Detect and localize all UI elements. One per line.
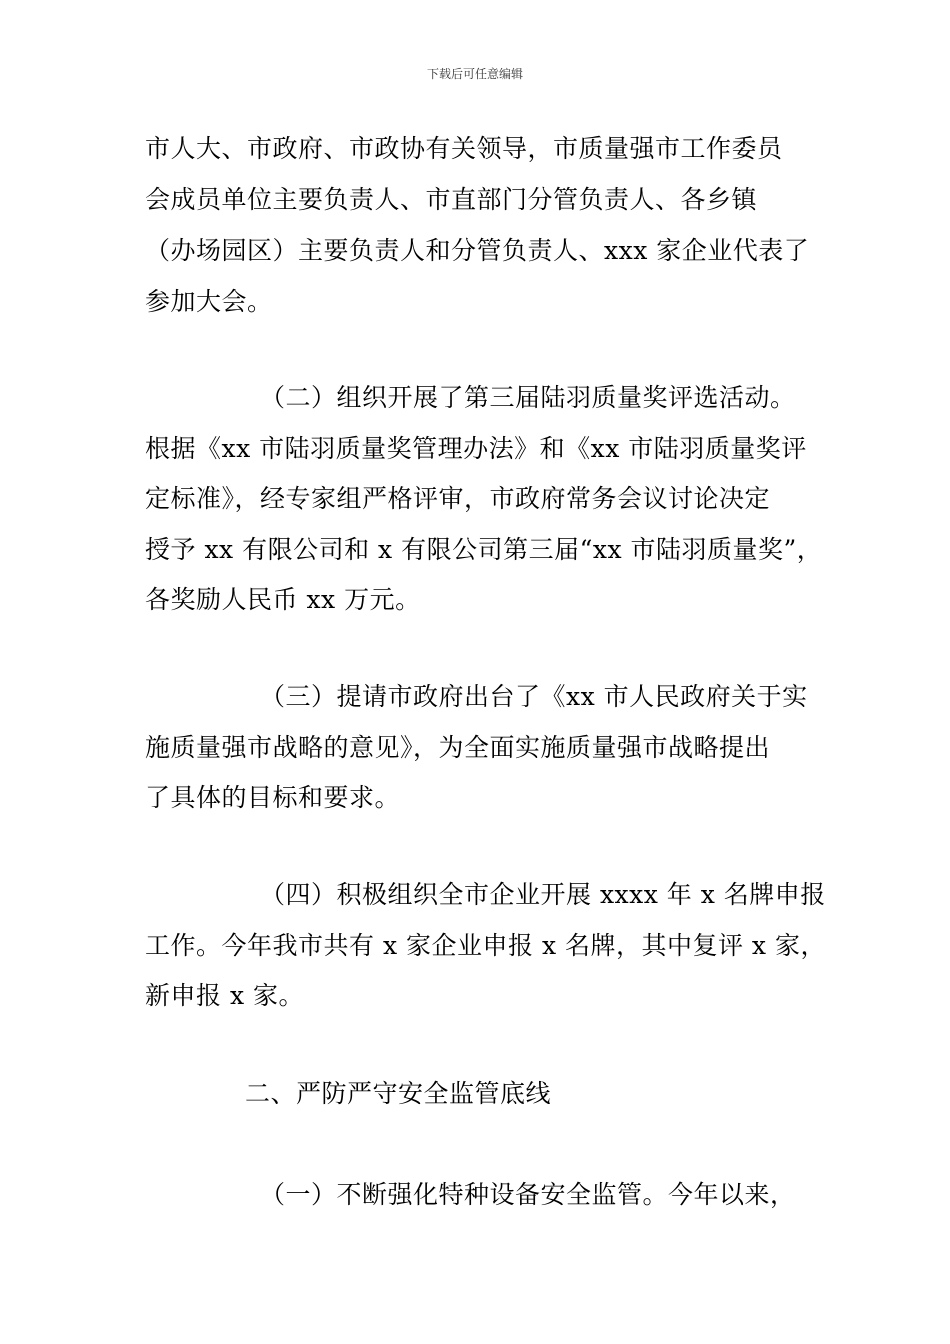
paragraph-2-line-3: 定标准》，经专家组严格评审，市政府常务会议讨论决定: [145, 484, 771, 513]
paragraph-3-line-1: （三）提请市政府出台了《xx 市人民政府关于实: [260, 682, 808, 711]
paragraph-3-line-2: 施质量强市战略的意见》，为全面实施质量强市战略提出: [145, 733, 771, 762]
paragraph-3-line-3: 了具体的目标和要求。: [145, 783, 401, 812]
paragraph-4-line-1: （四）积极组织全市企业开展 xxxx 年 x 名牌申报: [260, 880, 826, 909]
paragraph-5-line-1: （一）不断强化特种设备安全监管。今年以来，: [260, 1180, 796, 1209]
paragraph-1-line-4: 参加大会。: [145, 287, 273, 316]
paragraph-2-line-2: 根据《xx 市陆羽质量奖管理办法》和《xx 市陆羽质量奖评: [145, 434, 807, 463]
paragraph-4-line-2: 工作。今年我市共有 x 家企业申报 x 名牌，其中复评 x 家，: [145, 931, 826, 960]
paragraph-1-line-3: （办场园区）主要负责人和分管负责人、xxx 家企业代表了: [145, 236, 810, 265]
section-heading: 二、严防严守安全监管底线: [245, 1079, 552, 1108]
paragraph-1-line-1: 市人大、市政府、市政协有关领导，市质量强市工作委员: [145, 134, 783, 163]
paragraph-1-line-2: 会成员单位主要负责人、市直部门分管负责人、各乡镇: [145, 185, 758, 214]
paragraph-2-line-5: 各奖励人民币 xx 万元。: [145, 585, 421, 614]
page-header: 下载后可任意编辑: [426, 67, 523, 81]
paragraph-4-line-3: 新申报 x 家。: [145, 981, 304, 1010]
paragraph-2-line-4: 授予 xx 有限公司和 x 有限公司第三届“xx 市陆羽质量奖”，: [145, 535, 823, 564]
paragraph-2-line-1: （二）组织开展了第三届陆羽质量奖评选活动。: [260, 383, 796, 412]
